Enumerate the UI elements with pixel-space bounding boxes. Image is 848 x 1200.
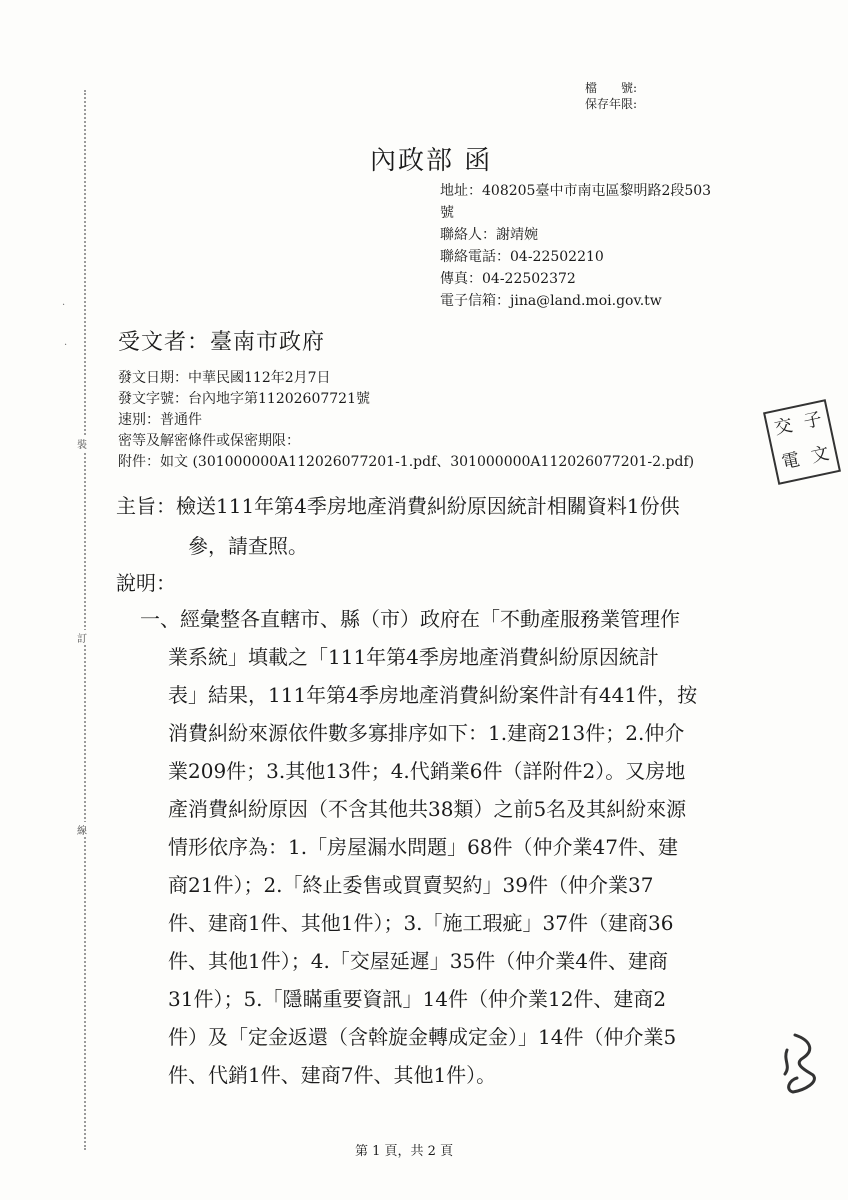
address-line2: 號 bbox=[440, 205, 454, 221]
stamp-char: 交 bbox=[772, 414, 795, 440]
section-line: 件、代銷1件、建商7件、其他1件）。 bbox=[168, 1063, 497, 1087]
file-number-label: 檔 號: bbox=[585, 81, 638, 95]
issue-date: 發文日期：中華民國112年2月7日 bbox=[118, 370, 331, 386]
section-line: 產消費糾紛原因（不含其他共38類）之前5名及其糾紛來源 bbox=[168, 797, 687, 821]
handwritten-mark-icon bbox=[775, 1030, 825, 1100]
explanation-section-1 bbox=[140, 600, 760, 1094]
subject-line2: 參，請查照。 bbox=[188, 534, 308, 558]
subject-line1: 主旨：檢送111年第4季房地產消費糾紛原因統計相關資料1份供 bbox=[116, 494, 680, 518]
address-line1: 地址：408205臺中市南屯區黎明路2段503 bbox=[440, 183, 712, 199]
stamp-char: 文 bbox=[809, 442, 832, 468]
binding-mark-zhuang: 裝 bbox=[77, 436, 87, 451]
section-line: 業系統」填載之「111年第4季房地產消費糾紛原因統計 bbox=[168, 645, 659, 669]
contact-fax: 傳真：04-22502372 bbox=[440, 271, 576, 287]
contact-person: 聯絡人：謝靖婉 bbox=[440, 227, 538, 243]
section-line: 件、其他1件）；4.「交屋延遲」35件（仲介業4件、建商 bbox=[168, 949, 668, 973]
section-line: 情形依序為：1.「房屋漏水問題」68件（仲介業47件、建 bbox=[168, 835, 678, 859]
section-line: 一、經彙整各直轄市、縣（市）政府在「不動產服務業管理作 bbox=[140, 607, 680, 631]
binding-mark-xian: 線 bbox=[77, 822, 87, 837]
delivery-speed: 速別：普通件 bbox=[118, 412, 202, 428]
section-line: 件、建商1件、其他1件）；3.「施工瑕疵」37件（建商36 bbox=[168, 911, 674, 935]
subject bbox=[116, 486, 756, 566]
section-line: 消費糾紛來源依件數多寡排序如下：1.建商213件；2.仲介 bbox=[168, 721, 685, 745]
explanation-label: 說明： bbox=[116, 571, 176, 595]
issue-meta-block bbox=[118, 368, 694, 473]
section-line: 表」結果，111年第4季房地產消費糾紛案件計有441件，按 bbox=[168, 683, 698, 707]
binding-mark-ding: 訂 bbox=[77, 630, 87, 645]
sender-contact-block bbox=[440, 180, 750, 312]
retention-period-label: 保存年限: bbox=[585, 97, 638, 111]
electronic-document-stamp bbox=[763, 399, 841, 485]
contact-email: 電子信箱：jina@land.moi.gov.tw bbox=[440, 293, 662, 309]
stamp-char: 電 bbox=[779, 449, 802, 474]
section-line: 業209件；3.其他13件；4.代銷業6件（詳附件2）。又房地 bbox=[168, 759, 686, 783]
section-line: 31件）；5.「隱瞞重要資訊」14件（仲介業12件、建商2 bbox=[168, 987, 667, 1011]
scan-speck: · bbox=[64, 340, 68, 351]
attachment-list: 附件：如文 (301000000A112026077201-1.pdf、301000000A112026077201-2.pdf) bbox=[118, 454, 695, 470]
stamp-char: 子 bbox=[801, 408, 824, 433]
binding-dotted-line bbox=[84, 90, 86, 1150]
document-title: 內政部 函 bbox=[370, 146, 493, 176]
section-line: 商21件）；2.「終止委售或買賣契約」39件（仲介業37 bbox=[168, 873, 654, 897]
scan-speck: · bbox=[62, 300, 66, 311]
secrecy-level: 密等及解密條件或保密期限： bbox=[118, 433, 300, 449]
file-meta bbox=[585, 80, 637, 112]
section-line: 件）及「定金返還（含斡旋金轉成定金）」14件（仲介業5 bbox=[168, 1025, 677, 1049]
page-number: 第 1 頁，共 2 頁 bbox=[355, 1144, 454, 1159]
contact-phone: 聯絡電話：04-22502210 bbox=[440, 249, 604, 265]
document-number: 發文字號：台內地字第11202607721號 bbox=[118, 391, 370, 407]
recipient: 受文者：臺南市政府 bbox=[118, 330, 326, 355]
